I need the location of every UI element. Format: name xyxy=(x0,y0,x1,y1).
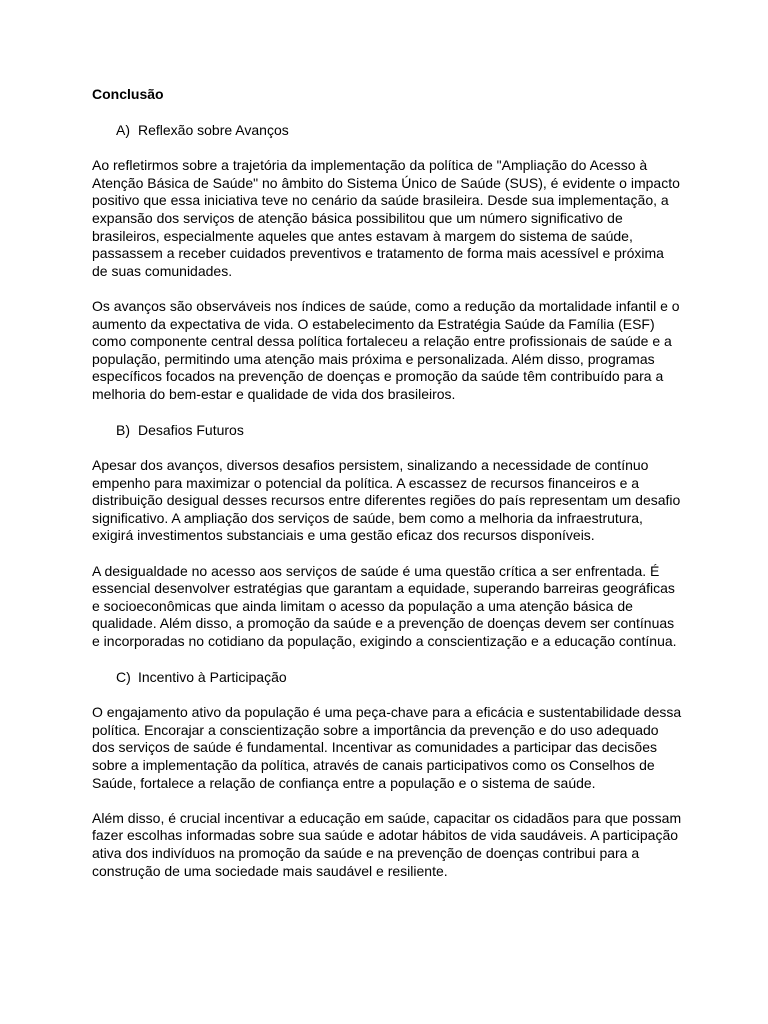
document-page xyxy=(92,86,682,880)
paragraph-b-1: Apesar dos avanços, diversos desafios persistem, sinalizando a necessidade de contínuo empenho para maximizar o potencial da política. A escassez de recursos financeiros e a distribuição desigual desses recursos entre diferentes regiões do país representam um desafio significativo. A ampliação dos serviços de saúde, bem como a melhoria da infraestrutura, exigirá investimentos substanciais e uma gestão eficaz dos recursos disponíveis. xyxy=(92,457,681,544)
paragraph-b-2: A desigualdade no acesso aos serviços de saúde é uma questão crítica a ser enfrentada. É essencial desenvolver estratégias que garantam a equidade, superando barreiras geográficas e socioeconômicas que ainda limitam o acesso da população a uma atenção básica de qualidade. Além disso, a promoção da saúde e a prevenção de doenças devem ser contínuas e incorporadas no cotidiano da população, exigindo a conscientização e a educação contínua. xyxy=(92,562,677,650)
section-title-c: Incentivo à Participação xyxy=(138,668,287,685)
section-title-a: Reflexão sobre Avanços xyxy=(138,121,289,138)
section-heading-c xyxy=(92,669,682,687)
paragraph-c-2: Além disso, é crucial incentivar a educação em saúde, capacitar os cidadãos para que possam fazer escolhas informadas sobre sua saúde e adotar hábitos de vida saudáveis. A participação ativa dos indivíduos na promoção da saúde e na prevenção de doenças contribui para a construção de uma sociedade mais saudável e resiliente. xyxy=(92,809,682,879)
section-letter-a: A) xyxy=(116,121,130,138)
section-letter-c: C) xyxy=(116,668,131,685)
section-letter-b: B) xyxy=(116,421,130,438)
section-title-b: Desafios Futuros xyxy=(138,421,244,438)
paragraph-a-1: Ao refletirmos sobre a trajetória da implementação da política de "Ampliação do Acesso à Atenção Básica de Saúde" no âmbito do Sistema Único de Saúde (SUS), é evidente o impacto positivo que essa iniciativa teve no cenário da saúde brasileira. Desde sua implementação, a expansão dos serviços de atenção básica possibilitou que um número significativo de brasileiros, especialmente aqueles que antes estavam à margem do sistema de saúde, passassem a receber cuidados preventivos e tratamento de forma mais acessível e próxima de suas comunidades. xyxy=(92,157,680,279)
section-heading-a xyxy=(92,122,682,140)
paragraph-c-1: O engajamento ativo da população é uma peça-chave para a eficácia e sustentabilidade dessa política. Encorajar a conscientização sobre a importância da prevenção e do uso adequado dos serviços de saúde é fundamental. Incentivar as comunidades a participar das decisões sobre a implementação da política, através de canais participativos como os Conselhos de Saúde, fortalece a relação de confiança entre a população e o sistema de saúde. xyxy=(92,704,682,791)
paragraph-a-2: Os avanços são observáveis nos índices de saúde, como a redução da mortalidade infantil e o aumento da expectativa de vida. O estabelecimento da Estratégia Saúde da Família (ESF) como componente central dessa política fortaleceu a relação entre profissionais de saúde e a população, permitindo uma atenção mais próxima e personalizada. Além disso, programas específicos focados na prevenção de doenças e promoção da saúde têm contribuído para a melhoria do bem-estar e qualidade de vida dos brasileiros. xyxy=(92,297,680,402)
document-title: Conclusão xyxy=(92,86,164,102)
section-heading-b xyxy=(92,422,682,440)
